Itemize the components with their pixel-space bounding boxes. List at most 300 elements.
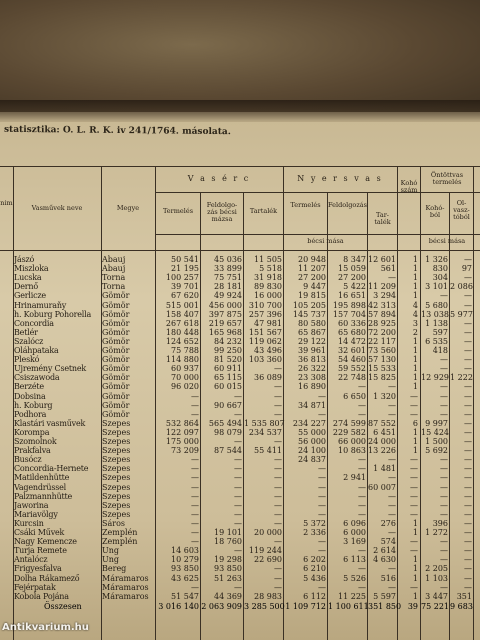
total-cast-furnace: 75 221 [421, 602, 449, 611]
pig-processing-cell: — [358, 464, 366, 474]
ore-production-cell: 180 448 [165, 327, 199, 337]
cast-from-furnace-cell: 597 [432, 327, 448, 337]
county-cell: Szepes [102, 500, 131, 510]
pig-reserve-cell: — [388, 273, 396, 283]
ore-reserve-cell: 55 411 [254, 446, 282, 456]
ore-processing-cell: 84 232 [214, 336, 242, 346]
county-cell: Szepes [102, 464, 131, 474]
pig-processing-cell: 10 863 [338, 446, 366, 456]
cast-from-smelter-cell: — [464, 346, 472, 355]
cast-from-smelter-cell: 1 222 [450, 373, 473, 383]
furnace-count-cell: — [410, 482, 418, 492]
ore-production-cell: 175 000 [165, 437, 199, 446]
ore-production-cell: — [191, 409, 199, 419]
county-cell: Szepes [102, 491, 131, 501]
pig-reserve-cell: 3 294 [373, 291, 396, 301]
ore-production-cell: 100 257 [165, 273, 199, 283]
header-from-furnace: Kohó- ból [425, 204, 445, 219]
ore-processing-cell: 90 667 [214, 400, 242, 410]
total-furnace-count: 39 [407, 602, 418, 611]
ore-processing-cell: — [234, 491, 242, 501]
cast-from-furnace-cell: — [440, 537, 448, 547]
ore-reserve-cell: — [274, 464, 282, 474]
ore-reserve-cell: — [274, 564, 282, 574]
cast-from-smelter-cell: — [464, 400, 472, 410]
ironworks-name-cell: Csáki Művek [14, 528, 65, 537]
ore-reserve-cell: — [274, 364, 282, 374]
county-cell: Gömör [102, 336, 130, 346]
cast-from-smelter-cell: — [464, 355, 472, 365]
furnace-count-cell: 1 [412, 382, 418, 392]
pig-reserve-cell: 24 000 [368, 437, 396, 446]
cast-from-furnace-cell: — [440, 382, 448, 392]
ironworks-name-cell: Palzmannhütte [14, 491, 73, 501]
ironworks-name-cell: Fejérpatak [14, 582, 56, 592]
pig-production-cell: 65 867 [298, 327, 326, 337]
county-cell: Zemplén [102, 537, 138, 547]
total-ore-reserve: 3 285 500 [244, 602, 285, 611]
cast-from-furnace-cell: — [440, 473, 448, 483]
ore-reserve-cell: — [274, 518, 282, 528]
ore-production-cell: 532 864 [165, 418, 199, 428]
pig-processing-cell: — [358, 482, 366, 492]
ore-reserve-cell: 43 496 [254, 346, 282, 355]
pig-processing-cell: 6 113 [343, 555, 366, 565]
cast-from-smelter-cell: — [464, 564, 472, 574]
ore-production-cell: — [191, 509, 199, 519]
header-ore-reserve: Tartalék [249, 207, 278, 215]
pig-reserve-cell: 276 [380, 518, 396, 528]
ore-production-cell: — [191, 391, 199, 401]
cast-from-smelter-cell: — [464, 327, 472, 337]
furnace-count-cell: 1 [412, 564, 418, 574]
ironworks-name-cell: Matildenhütte [14, 473, 70, 483]
ore-reserve-cell: 310 700 [248, 300, 282, 310]
pig-processing-cell: 15 059 [338, 264, 366, 274]
header-pig-production: Termelés [290, 201, 321, 209]
cast-from-smelter-cell: — [464, 464, 472, 474]
pig-production-cell: 56 000 [298, 437, 326, 446]
pig-production-cell: 39 961 [298, 346, 326, 355]
furnace-count-cell: — [410, 582, 418, 592]
ore-production-cell: 14 603 [171, 546, 199, 556]
pig-processing-cell: 66 000 [338, 437, 366, 446]
ore-production-cell: — [191, 491, 199, 501]
ironworks-name-cell: Klastári vasművek [14, 418, 86, 428]
pig-production-cell: 80 580 [298, 318, 326, 328]
ore-reserve-cell: — [274, 491, 282, 501]
pig-processing-cell: 59 552 [338, 364, 366, 374]
ore-reserve-cell: 89 830 [254, 282, 282, 292]
cast-from-smelter-cell: — [464, 537, 472, 547]
cast-from-smelter-cell: — [464, 573, 472, 583]
cast-from-smelter-cell: — [464, 582, 472, 592]
pig-processing-cell: 195 898 [332, 300, 366, 310]
cast-from-furnace-cell: — [440, 500, 448, 510]
pig-reserve-cell: 57 130 [368, 355, 396, 365]
header-pig-iron: N y e r s v a s [297, 174, 383, 183]
pig-reserve-cell: 1 481 [373, 464, 396, 474]
cast-from-smelter-cell: — [464, 446, 472, 456]
cast-from-smelter-cell: 5 977 [450, 309, 473, 319]
pig-production-cell: — [318, 491, 326, 501]
watermark: Antikvarium.hu [2, 622, 89, 633]
cast-from-furnace-cell: — [440, 355, 448, 365]
pig-production-cell: — [318, 473, 326, 483]
ore-production-cell: 93 850 [171, 564, 199, 574]
county-cell: Gömör [102, 300, 130, 310]
header-ore-processing: Feldolgo- zás bécsi mázsa [206, 201, 238, 223]
pig-reserve-cell: 561 [380, 264, 396, 274]
pig-production-cell: 145 737 [292, 309, 326, 319]
ore-processing-cell: — [234, 455, 242, 465]
header-pig-processing: Feldolgozás [328, 201, 367, 209]
cast-from-furnace-cell: 1 272 [425, 528, 448, 537]
ore-reserve-cell: — [274, 391, 282, 401]
pig-reserve-cell: — [388, 473, 396, 483]
furnace-count-cell: — [410, 391, 418, 401]
page-fold-shadow [0, 100, 480, 122]
ironworks-name-cell: Turja Remete [14, 546, 67, 556]
header-cast-iron: Öntöttvas termelés [430, 171, 464, 186]
pig-processing-cell: 54 460 [338, 355, 366, 365]
pig-production-cell: — [318, 464, 326, 474]
ore-reserve-cell: — [274, 382, 282, 392]
ore-reserve-cell: — [274, 582, 282, 592]
cast-from-smelter-cell: — [464, 482, 472, 492]
ore-reserve-cell: 22 690 [254, 555, 282, 565]
ore-processing-cell: 28 181 [214, 282, 242, 292]
cast-from-furnace-cell: — [440, 391, 448, 401]
ore-processing-cell: 19 298 [214, 555, 242, 565]
furnace-count-cell: — [410, 546, 418, 556]
pig-reserve-cell: 11 209 [368, 282, 396, 292]
ore-processing-cell: — [234, 500, 242, 510]
ironworks-name-cell: Podhora [14, 409, 47, 419]
ore-reserve-cell: 234 537 [248, 427, 282, 437]
ironworks-name-cell: h. Koburg Pohorella [14, 309, 92, 319]
ore-production-cell: — [191, 482, 199, 492]
county-cell: Gömör [102, 364, 130, 374]
ironworks-name-cell: Oláhpataka [14, 346, 59, 355]
county-cell: Gömör [102, 382, 130, 392]
county-cell: Bereg [102, 564, 127, 574]
ore-production-cell: 39 701 [171, 282, 199, 292]
cast-from-smelter-cell: — [464, 491, 472, 501]
cast-from-furnace-cell: 1 326 [425, 255, 448, 264]
ore-reserve-cell: 36 089 [254, 373, 282, 383]
pig-processing-cell: 274 599 [332, 418, 366, 428]
pig-processing-cell: 22 748 [338, 373, 366, 383]
cast-from-furnace-cell: — [440, 546, 448, 556]
ore-production-cell: 73 209 [171, 446, 199, 456]
county-cell: Szepes [102, 418, 131, 428]
furnace-count-cell: 1 [412, 336, 418, 346]
furnace-count-cell: 1 [412, 346, 418, 355]
cast-from-furnace-cell: — [440, 582, 448, 592]
cast-from-smelter-cell: — [464, 255, 472, 264]
county-cell: Szepes [102, 455, 131, 465]
ironworks-name-cell: Vagendrüssel [14, 482, 67, 492]
furnace-count-cell: 1 [412, 518, 418, 528]
cast-from-furnace-cell: 12 929 [421, 373, 449, 383]
pig-production-cell: — [318, 391, 326, 401]
cast-from-furnace-cell: 3 101 [425, 282, 448, 292]
ore-production-cell: 50 541 [171, 255, 199, 264]
cast-from-smelter-cell: 351 [456, 591, 472, 601]
ore-processing-cell: 75 751 [214, 273, 242, 283]
pig-reserve-cell: 57 894 [368, 309, 396, 319]
pig-production-cell: 19 815 [298, 291, 326, 301]
county-cell: Szepes [102, 437, 131, 446]
ore-processing-cell: — [234, 437, 242, 446]
ironworks-name-cell: Mariavölgy [14, 509, 58, 519]
cast-from-smelter-cell: — [464, 318, 472, 328]
cast-from-furnace-cell: 5 680 [425, 300, 448, 310]
pig-production-cell: 6 112 [303, 591, 326, 601]
pig-production-cell: 6 210 [303, 564, 326, 574]
ironworks-name-cell: Miszloka [14, 264, 49, 274]
furnace-count-cell: 1 [412, 573, 418, 583]
pig-processing-cell: 5 526 [343, 573, 366, 583]
ore-production-cell: 10 279 [171, 555, 199, 565]
furnace-count-cell: 1 [412, 255, 418, 264]
cast-from-furnace-cell: — [440, 555, 448, 565]
pig-reserve-cell: — [388, 382, 396, 392]
pig-processing-cell: 14 472 [338, 336, 366, 346]
cast-from-smelter-cell: — [464, 500, 472, 510]
cast-from-furnace-cell: 396 [432, 518, 448, 528]
cast-from-smelter-cell: — [464, 528, 472, 537]
ore-production-cell: 51 547 [171, 591, 199, 601]
furnace-count-cell: — [410, 455, 418, 465]
pig-processing-cell: — [358, 509, 366, 519]
ore-reserve-cell: 119 062 [248, 336, 282, 346]
pig-processing-cell: 60 336 [338, 318, 366, 328]
cast-from-furnace-cell: 1 103 [425, 573, 448, 583]
pig-processing-cell: 229 582 [332, 427, 366, 437]
pig-reserve-cell: 28 925 [368, 318, 396, 328]
ore-production-cell: — [191, 537, 199, 547]
furnace-count-cell: 1 [412, 446, 418, 456]
cast-from-furnace-cell: — [440, 400, 448, 410]
county-cell: Gömör [102, 400, 130, 410]
county-cell: Szepes [102, 482, 131, 492]
cast-from-furnace-cell: — [440, 455, 448, 465]
cast-from-furnace-cell: 9 997 [425, 418, 448, 428]
pig-reserve-cell: 4 630 [373, 555, 396, 565]
county-cell: Abauj [102, 255, 126, 264]
ironworks-name-cell: Ujremény Csetnek [14, 364, 87, 374]
pig-production-cell: 34 871 [298, 400, 326, 410]
pig-processing-cell: 6 000 [343, 528, 366, 537]
total-pig-reserve: 351 850 [368, 602, 402, 611]
ore-processing-cell: 219 657 [208, 318, 242, 328]
pig-production-cell: 234 227 [292, 418, 326, 428]
ore-processing-cell: 165 968 [208, 327, 242, 337]
total-ore-production: 3 016 140 [158, 602, 199, 611]
ore-processing-cell: 456 000 [208, 300, 242, 310]
county-cell: Zemplén [102, 528, 138, 537]
ironworks-name-cell: Prakfalva [14, 446, 51, 456]
ironworks-name-cell: Concordia [14, 318, 54, 328]
pig-production-cell: 9 447 [303, 282, 326, 292]
county-cell: Gömör [102, 309, 130, 319]
cast-from-smelter-cell: — [464, 300, 472, 310]
ore-processing-cell: 45 036 [214, 255, 242, 264]
cast-from-furnace-cell: — [440, 409, 448, 419]
cast-from-furnace-cell: — [440, 291, 448, 301]
ore-processing-cell: 60 911 [214, 364, 242, 374]
ore-production-cell: 515 001 [165, 300, 199, 310]
pig-reserve-cell: — [388, 455, 396, 465]
ore-production-cell: 75 788 [171, 346, 199, 355]
pig-reserve-cell: — [388, 491, 396, 501]
pig-processing-cell: 5 422 [343, 282, 366, 292]
furnace-count-cell: 6 [412, 418, 418, 428]
ore-reserve-cell: 16 000 [254, 291, 282, 301]
cast-from-furnace-cell: 3 447 [425, 591, 448, 601]
ore-reserve-cell: 47 981 [254, 318, 282, 328]
cast-from-smelter-cell: — [464, 473, 472, 483]
ore-reserve-cell: 11 505 [254, 255, 282, 264]
cast-from-smelter-cell: 2 086 [450, 282, 473, 292]
total-pig-processing: 1 100 611 [328, 602, 369, 611]
cast-from-smelter-cell: — [464, 291, 472, 301]
pig-processing-cell: 6 650 [343, 391, 366, 401]
ore-production-cell: — [191, 400, 199, 410]
cast-from-furnace-cell: 418 [432, 346, 448, 355]
ore-reserve-cell: 31 918 [254, 273, 282, 283]
pig-reserve-cell: 1 320 [373, 391, 396, 401]
ironworks-name-cell: Dernő [14, 282, 38, 292]
pig-processing-cell: 16 651 [338, 291, 366, 301]
county-cell: Gömör [102, 327, 130, 337]
ore-production-cell: 21 195 [171, 264, 199, 274]
furnace-count-cell: 4 [412, 309, 418, 319]
pig-processing-cell: — [358, 564, 366, 574]
pig-reserve-cell: 2 614 [373, 546, 396, 556]
county-cell: Ung [102, 546, 120, 556]
county-cell: Szepes [102, 473, 131, 483]
ore-reserve-cell: — [274, 400, 282, 410]
pig-reserve-cell: 6 451 [373, 427, 396, 437]
county-cell: Szepes [102, 427, 131, 437]
total-ore-processing: 2 063 909 [201, 602, 242, 611]
ore-processing-cell: 18 760 [214, 537, 242, 547]
pig-processing-cell: 27 200 [338, 273, 366, 283]
county-cell: Gömör [102, 409, 130, 419]
ore-production-cell: 60 937 [171, 364, 199, 374]
furnace-count-cell: 1 [412, 555, 418, 565]
ore-processing-cell: — [234, 391, 242, 401]
ore-production-cell: 267 618 [165, 318, 199, 328]
cast-from-furnace-cell: — [440, 464, 448, 474]
county-cell: Sáros [102, 518, 125, 528]
header-pig-reserve: Tar- talék [374, 211, 391, 226]
county-cell: Gömör [102, 373, 130, 383]
pig-reserve-cell: 15 533 [368, 364, 396, 374]
furnace-count-cell: 1 [412, 427, 418, 437]
pig-processing-cell: 8 347 [343, 255, 366, 264]
pig-reserve-cell: 13 226 [368, 446, 396, 456]
cast-from-smelter-cell: 97 [461, 264, 472, 274]
county-cell: Máramaros [102, 582, 149, 592]
ore-production-cell: — [191, 518, 199, 528]
pig-reserve-cell: 5 597 [373, 591, 396, 601]
ore-processing-cell: — [234, 464, 242, 474]
ore-processing-cell: — [234, 482, 242, 492]
furnace-count-cell: 1 [412, 273, 418, 283]
ore-reserve-cell: 5 518 [259, 264, 282, 274]
ore-reserve-cell: 257 396 [248, 309, 282, 319]
total-pig-production: 1 109 712 [285, 602, 326, 611]
cast-from-furnace-cell: 830 [432, 264, 448, 274]
pig-production-cell: 23 308 [298, 373, 326, 383]
furnace-count-cell: 1 [412, 373, 418, 383]
ironworks-name-cell: Szalócz [14, 336, 44, 346]
furnace-count-cell: — [410, 500, 418, 510]
pig-production-cell: — [318, 546, 326, 556]
ore-processing-cell: 60 015 [214, 382, 242, 392]
ironworks-name-cell: Csiszawoda [14, 373, 60, 383]
ore-production-cell: 158 407 [165, 309, 199, 319]
pig-production-cell: 26 322 [298, 364, 326, 374]
furnace-count-cell: — [410, 491, 418, 501]
pig-production-cell: 2 336 [303, 528, 326, 537]
county-cell: Abauj [102, 264, 126, 274]
county-cell: Máramaros [102, 573, 149, 583]
previous-page-edge [0, 0, 480, 112]
pig-production-cell: 27 200 [298, 273, 326, 283]
county-cell: Gömör [102, 391, 130, 401]
cast-from-smelter-cell: — [464, 364, 472, 374]
ore-production-cell: — [191, 473, 199, 483]
pig-production-cell: 24 837 [298, 455, 326, 465]
pig-processing-cell: 6 096 [343, 518, 366, 528]
header-county: Megye [116, 204, 140, 212]
header-iron-ore: V a s é r c [187, 174, 251, 183]
cast-from-furnace-cell: — [440, 509, 448, 519]
pig-reserve-cell: 12 601 [368, 255, 396, 264]
cast-from-furnace-cell: 13 038 [421, 309, 449, 319]
pig-production-cell: — [318, 409, 326, 419]
pig-production-cell: 55 000 [298, 427, 326, 437]
pig-processing-cell: — [358, 582, 366, 592]
furnace-count-cell: 4 [412, 300, 418, 310]
header-ore-production: Termelés [162, 207, 194, 215]
cast-from-smelter-cell: — [464, 455, 472, 465]
ore-processing-cell: 19 101 [214, 528, 242, 537]
pig-production-cell: — [318, 500, 326, 510]
cast-from-smelter-cell: — [464, 546, 472, 556]
ironworks-name-cell: Kurcsin [14, 518, 44, 528]
cast-from-smelter-cell: — [464, 382, 472, 392]
header-unit-cast: bécsi mása [428, 237, 466, 245]
total-label: Összesen [44, 602, 82, 611]
pig-production-cell: 20 948 [298, 255, 326, 264]
ironworks-name-cell: Betlér [14, 327, 38, 337]
pig-reserve-cell: — [388, 509, 396, 519]
cast-from-smelter-cell: — [464, 555, 472, 565]
total-cast-smelter: 9 683 [450, 602, 473, 611]
cast-from-smelter-cell: — [464, 518, 472, 528]
cast-from-furnace-cell: — [440, 491, 448, 501]
ironworks-name-cell: Concordia-Hernete [14, 464, 89, 474]
ore-production-cell: 114 880 [165, 355, 199, 365]
ironworks-name-cell: Korompa [14, 427, 50, 437]
header-unit-pig: bécsi mása [307, 237, 344, 245]
